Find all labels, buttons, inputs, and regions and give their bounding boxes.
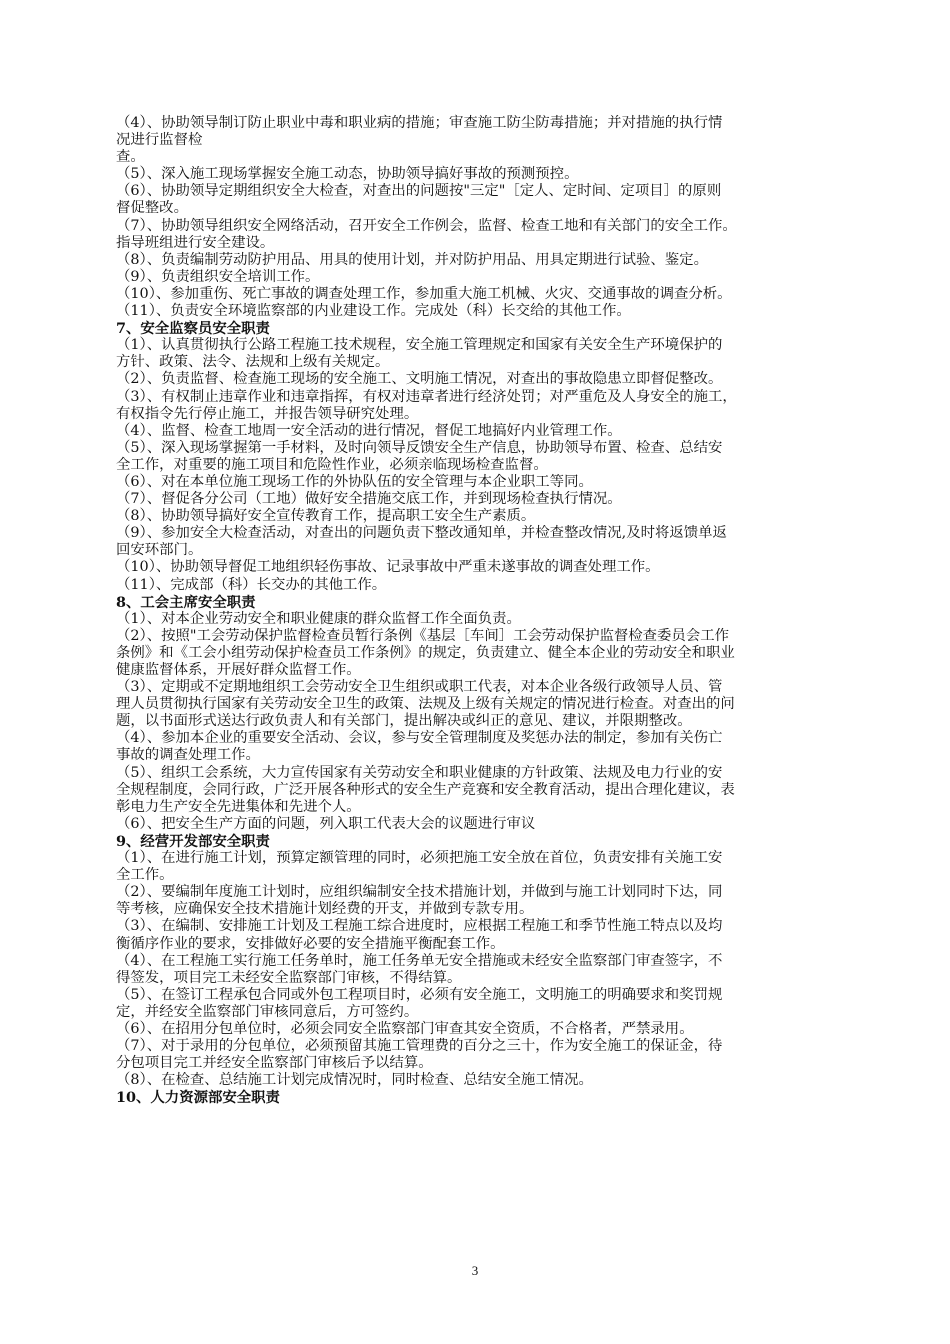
paragraph: （8）、负责编制劳动防护用品、用具的使用计划，并对防护用品、用具定期进行试验、鉴定。 bbox=[116, 251, 708, 268]
paragraph: （1）、对本企业劳动安全和职业健康的群众监督工作全面负责。 bbox=[116, 610, 521, 627]
paragraph: （11）、完成部（科）长交办的其他工作。 bbox=[116, 576, 387, 593]
paragraph: （7）、督促各分公司（工地）做好安全措施交底工作，并到现场检查执行情况。 bbox=[116, 491, 622, 508]
document-body bbox=[116, 115, 836, 1106]
paragraph: （3）、定期或不定期地组织工会劳动安全卫生组织或职工代表，对本企业各级行政领导人员、管 理人员贯彻执行国家有关劳动安全卫生的政策、法规及上级有关规定的情况进行检查。对查出的问 题，以书面形式送达行政负责人和有关部门，提出解决或纠正的意见、建议，并限期整改。 bbox=[116, 679, 735, 730]
paragraph: （5）、深入施工现场掌握安全施工动态，协助领导搞好事故的预测预控。 bbox=[116, 166, 579, 183]
section-heading: 10、人力资源部安全职责 bbox=[116, 1089, 280, 1107]
paragraph: （3）、在编制、安排施工计划及工程施工综合进度时，应根据工程施工和季节性施工特点以及均 衡循序作业的要求，安排做好必要的安全措施平衡配套工作。 bbox=[116, 918, 723, 952]
paragraph: （9）、参加安全大检查活动，对查出的问题负责下整改通知单，并检查整改情况,及时将返馈单返 回安环部门。 bbox=[116, 525, 727, 559]
paragraph: （3）、有权制止违章作业和违章指挥，有权对违章者进行经济处罚；对严重危及人身安全的施工， 有权指令先行停止施工，并报告领导研究处理。 bbox=[116, 388, 737, 422]
paragraph: （6）、对在本单位施工现场工作的外协队伍的安全管理与本企业职工等同。 bbox=[116, 473, 593, 490]
paragraph: （2）、按照"工会劳动保护监督检查员暂行条例《基层［车间］工会劳动保护监督检查委员会工作 条例》和《工会小组劳动保护检查员工作条例》的规定，负责建立、健全本企业的劳动安全和职业 健康监督体系，开展好群众监督工作。 bbox=[116, 627, 735, 678]
paragraph: （1）、在进行施工计划，预算定额管理的同时，必须把施工安全放在首位，负责安排有关施工安 全工作。 bbox=[116, 850, 723, 884]
paragraph: （7）、对于录用的分包单位，必须预留其施工管理费的百分之三十，作为安全施工的保证金，待 分包项目完工并经安全监察部门审核后予以结算。 bbox=[116, 1038, 723, 1072]
paragraph: （8）、协助领导搞好安全宣传教育工作，提高职工安全生产素质。 bbox=[116, 508, 536, 525]
paragraph: （2）、负责监督、检查施工现场的安全施工、文明施工情况，对查出的事故隐患立即督促整改。 bbox=[116, 371, 723, 388]
paragraph: （6）、协助领导定期组织安全大检查，对查出的问题按"三定"［定人、定时间、定项目］的原则 督促整改。 bbox=[116, 183, 722, 217]
paragraph: （2）、要编制年度施工计划时，应组织编制安全技术措施计划，并做到与施工计划同时下达，同 等考核，应确保安全技术措施计划经费的开支，并做到专款专用。 bbox=[116, 884, 723, 918]
paragraph: （4）、监督、检查工地周一安全活动的进行情况，督促工地搞好内业管理工作。 bbox=[116, 422, 622, 439]
paragraph: （10）、参加重伤、死亡事故的调查处理工作，参加重大施工机械、火灾、交通事故的调查分析。 bbox=[116, 285, 732, 302]
paragraph: （9）、负责组织安全培训工作。 bbox=[116, 268, 320, 285]
paragraph: （7）、协助领导组织安全网络活动，召开安全工作例会，监督、检查工地和有关部门的安全工作。 指导班组进行安全建设。 bbox=[116, 217, 737, 251]
paragraph: （5）、深入现场掌握第一手材料，及时向领导反馈安全生产信息，协助领导布置、检查、总结安 全工作，对重要的施工项目和危险性作业，必须亲临现场检查监督。 bbox=[116, 439, 723, 473]
paragraph: （5）、在签订工程承包合同或外包工程项目时，必须有安全施工，文明施工的明确要求和奖罚规 定，并经安全监察部门审核同意后，方可签约。 bbox=[116, 986, 723, 1020]
paragraph: （10）、协助领导督促工地组织轻伤事故、记录事故中严重未遂事故的调查处理工作。 bbox=[116, 559, 660, 576]
section-heading: 9、经营开发部安全职责 bbox=[116, 832, 270, 850]
paragraph: （11）、负责安全环境监察部的内业建设工作。完成处（科）长交给的其他工作。 bbox=[116, 303, 631, 320]
paragraph: （5）、组织工会系统，大力宣传国家有关劳动安全和职业健康的方针政策、法规及电力行业的安 全规程制度，会同行政，广泛开展各种形式的安全生产竞赛和安全教育活动，提出合理化建议，表 彰电力生产安全先进集体和先进个人。 bbox=[116, 764, 735, 815]
paragraph: （4）、协助领导制订防止职业中毒和职业病的措施；审查施工防尘防毒措施；并对措施的执行情 况进行监督检 查。 bbox=[116, 115, 723, 166]
paragraph: （1）、认真贯彻执行公路工程施工技术规程，安全施工管理规定和国家有关安全生产环境保护的 方针、政策、法令、法规和上级有关规定。 bbox=[116, 337, 723, 371]
paragraph: （6）、把安全生产方面的问题，列入职工代表大会的议题进行审议 bbox=[116, 815, 536, 832]
page-number: 3 bbox=[471, 1263, 479, 1278]
paragraph: （6）、在招用分包单位时，必须会同安全监察部门审查其安全资质，不合格者，严禁录用。 bbox=[116, 1020, 694, 1037]
paragraph: （4）、在工程施工实行施工任务单时，施工任务单无安全措施或未经安全监察部门审查签字，不 得签发，项目完工未经安全监察部门审核，不得结算。 bbox=[116, 952, 723, 986]
paragraph: （8）、在检查、总结施工计划完成情况时，同时检查、总结安全施工情况。 bbox=[116, 1072, 593, 1089]
paragraph: （4）、参加本企业的重要安全活动、会议，参与安全管理制度及奖惩办法的制定，参加有关伤亡 事故的调查处理工作。 bbox=[116, 730, 723, 764]
section-heading: 7、安全监察员安全职责 bbox=[116, 320, 270, 338]
section-heading: 8、工会主席安全职责 bbox=[116, 593, 256, 611]
